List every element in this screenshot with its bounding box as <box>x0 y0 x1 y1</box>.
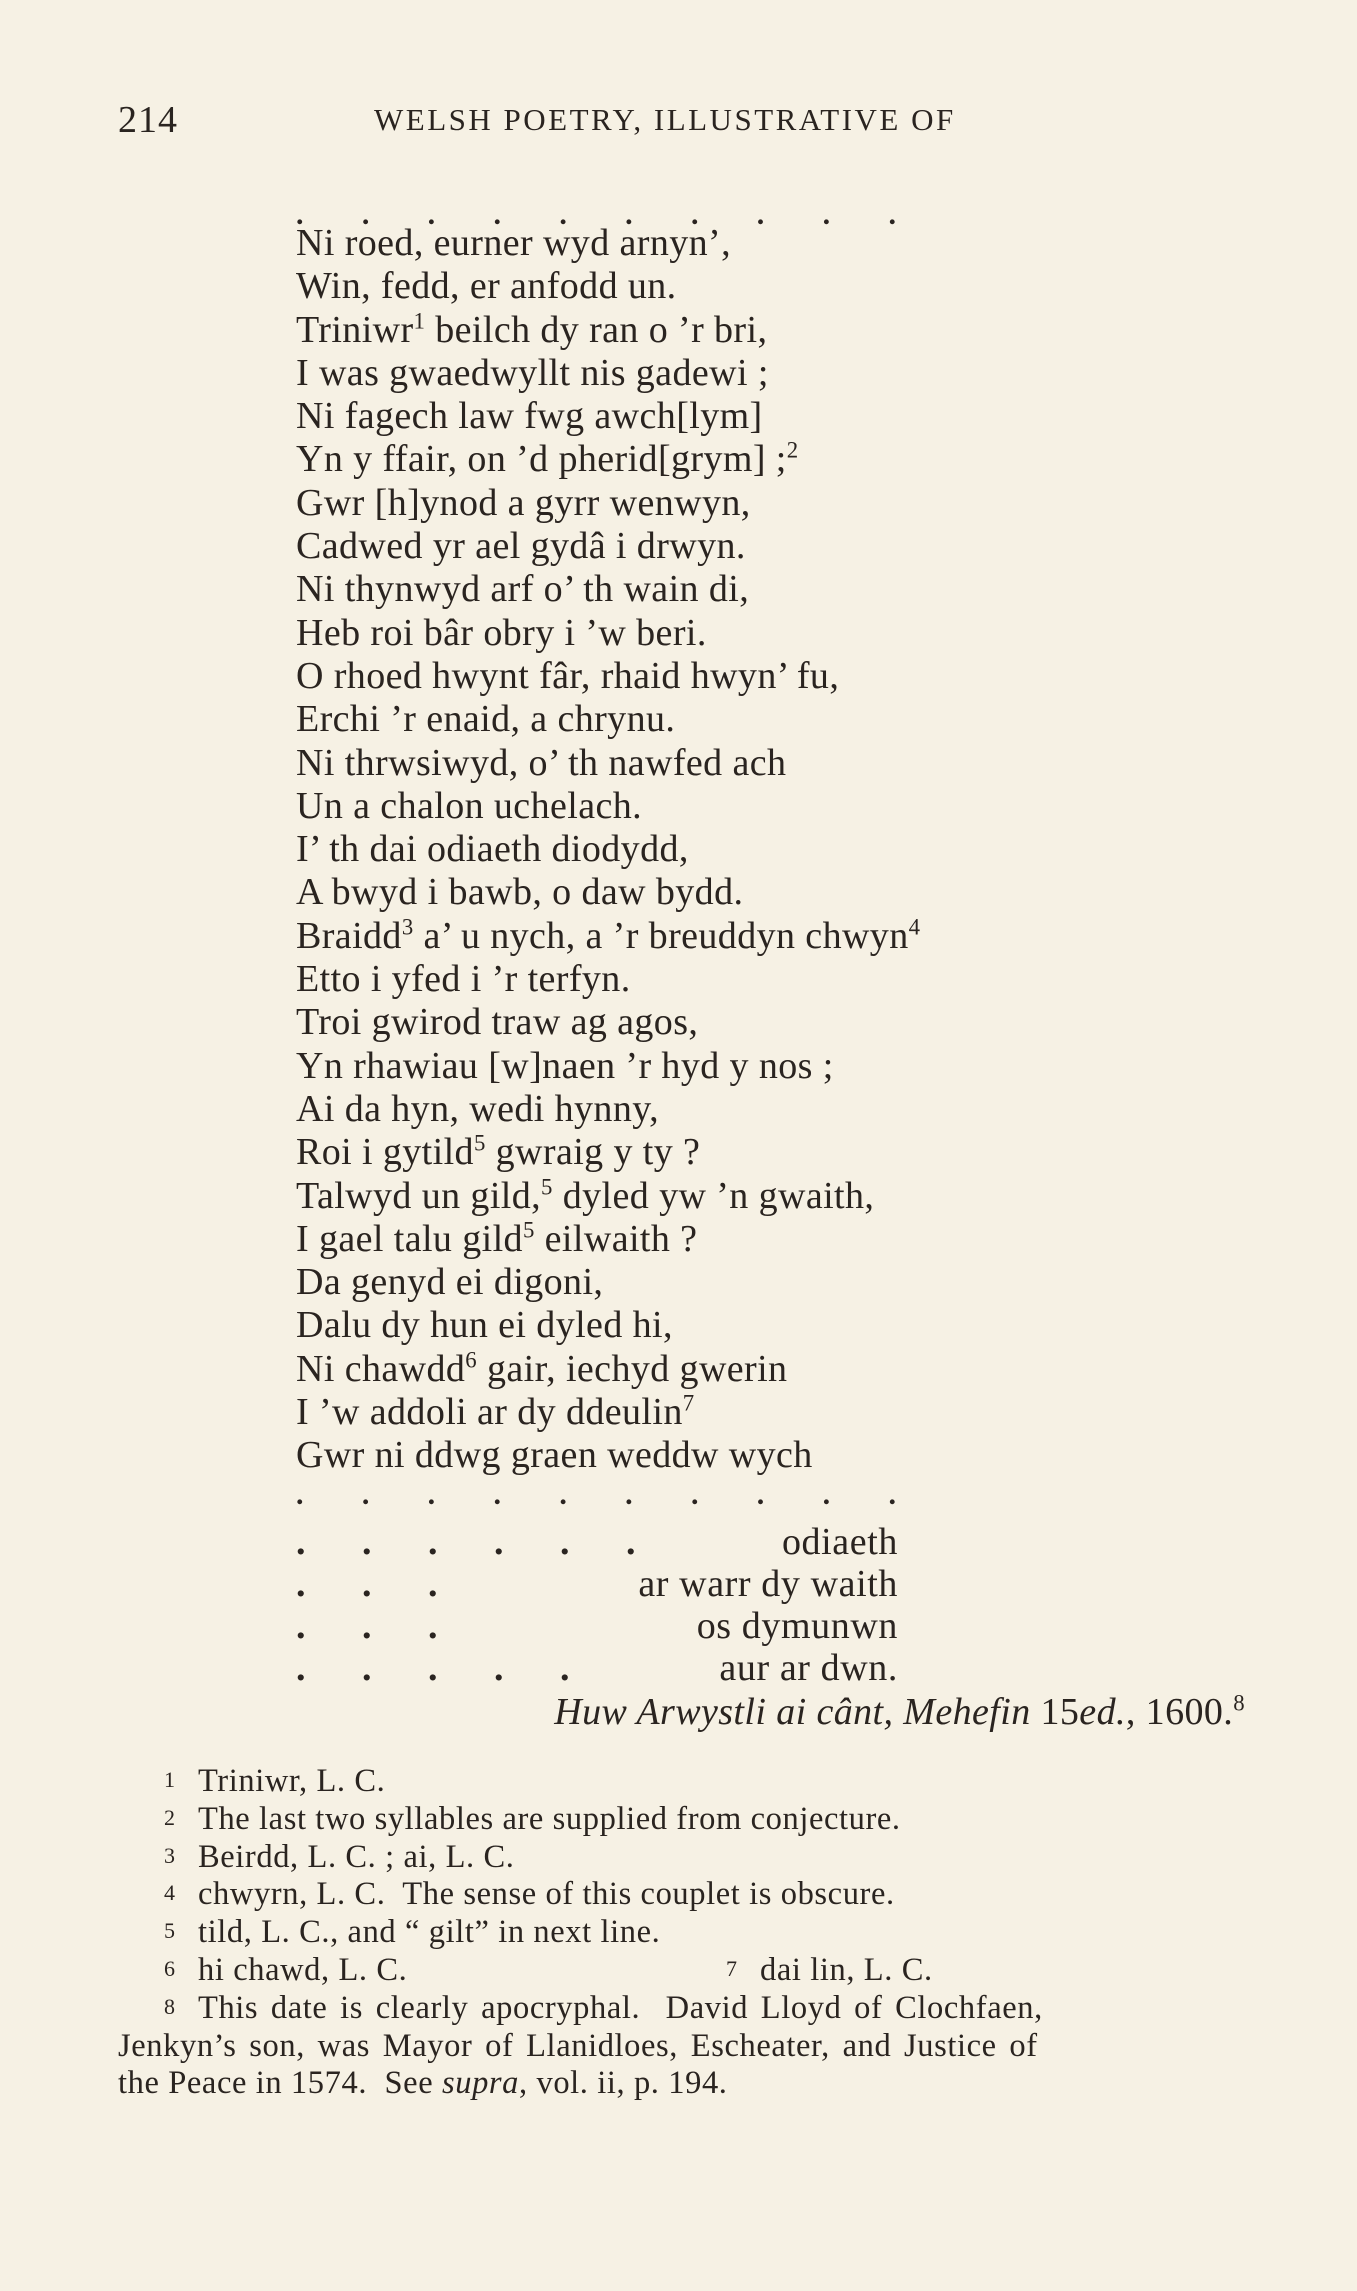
footnote-number: 4 <box>164 1880 176 1906</box>
page-number: 214 <box>118 99 178 141</box>
poem-line-text: Ni chawdd <box>296 1347 466 1390</box>
poem-line-text: Ni roed, eurner wyd arnyn’, <box>296 222 731 264</box>
poem-line <box>296 1218 1256 1261</box>
footnote-1 <box>118 1763 1270 1801</box>
ellipsis-dot: . <box>296 198 304 231</box>
ellipsis-dot: . <box>493 198 501 231</box>
footnote-text: dai lin, L. C. <box>760 1951 933 1988</box>
poem-line <box>296 482 1256 525</box>
poem-line <box>296 828 1256 871</box>
ellipsis-dot: . <box>428 1647 438 1689</box>
footnote-8-continued: Jenkyn’s son, was Mayor of Llanidloes, Escheater, and Justice of <box>118 2027 1038 2064</box>
poem-line-text: Win, fedd, er anfodd un. <box>296 265 677 308</box>
poem-line <box>296 1088 1256 1131</box>
ellipsis-dot: . <box>822 198 831 231</box>
poem-line-text: Talwyd un gild, <box>296 1174 542 1217</box>
attribution-year: , 1600. <box>1125 1691 1234 1733</box>
poem-line-text: Etto i yfed i ’r terfyn. <box>296 958 631 1001</box>
poem-line-text: dyled yw ’n gwaith, <box>552 1174 875 1217</box>
poem-line-text: Braidd <box>296 914 402 957</box>
footnote-8 <box>118 1990 1270 2028</box>
footnote-6-7 <box>118 1952 1270 1990</box>
poem-line <box>296 958 1256 1001</box>
poem-line-text: Troi gwirod traw ag agos, <box>296 1001 699 1044</box>
footnote-text: This date is clearly apocryphal. David Lloyd of Clochfaen, <box>198 1989 1043 2026</box>
attribution-footnote-ref: 8 <box>1233 1690 1245 1716</box>
poem-line <box>296 785 1256 828</box>
footnote-text: hi chawd, L. C. <box>198 1951 408 1988</box>
footnote-number: 2 <box>164 1804 176 1830</box>
footnote-ref: 7 <box>682 1390 695 1416</box>
poem-line-text: Roi i gytild <box>296 1131 474 1174</box>
ellipsis-dot: . <box>427 1478 436 1511</box>
poem-fragments <box>296 1520 936 1688</box>
ellipsis-dot: . <box>361 1478 370 1511</box>
footnote-4 <box>118 1876 1270 1914</box>
ellipsis-dot: . <box>559 1478 567 1511</box>
ellipsis-dot: . <box>362 1605 372 1647</box>
poem-line-text: Yn y ffair, on ’d pherid[grym] ; <box>296 438 787 481</box>
footnote-number: 3 <box>164 1842 176 1868</box>
footnote-ref: 2 <box>786 437 799 463</box>
footnote-ref: 5 <box>522 1217 535 1243</box>
footnote-number: 1 <box>164 1767 176 1792</box>
attribution-day: 15 <box>1030 1691 1080 1733</box>
ellipsis-dot: . <box>690 198 699 231</box>
footnote-text: The last two syllables are supplied from conjecture. <box>198 1800 901 1837</box>
poem-line <box>296 1175 1256 1218</box>
poem-line-text: Dalu dy hun ei dyled hi, <box>296 1304 673 1347</box>
poem-fragment-line <box>296 1562 936 1604</box>
footnote-ref: 5 <box>473 1130 486 1156</box>
ellipsis-dot: . <box>428 1605 438 1647</box>
poem-fragment-line <box>296 1520 936 1562</box>
ellipsis-row-bottom <box>296 1478 896 1511</box>
ellipsis-dot: . <box>296 1521 306 1563</box>
poem-line <box>296 352 1256 395</box>
poem-line-text: Ni fagech law fwg awch[lym] <box>296 395 763 438</box>
poem-line <box>296 742 1256 785</box>
poem-line-text: Erchi ’r enaid, a chrynu. <box>296 698 676 741</box>
poem-line-text: Ni thrwsiwyd, o’ th nawfed ach <box>296 741 787 784</box>
ellipsis-dot: . <box>494 1647 504 1689</box>
footnote-ref: 6 <box>465 1347 478 1373</box>
ellipsis-dot: . <box>756 1478 765 1511</box>
ellipsis-dot: . <box>427 198 436 231</box>
footnote-3 <box>118 1839 1270 1877</box>
ellipsis-dot: . <box>559 198 567 231</box>
ellipsis-dot: . <box>690 1478 699 1511</box>
footnote-ref: 5 <box>541 1173 553 1199</box>
poem-line <box>296 915 1256 958</box>
poem-line <box>296 1304 1256 1347</box>
poem-line-text: beilch dy ran o ’r bri, <box>425 308 768 351</box>
poem-line-text: Gwr ni ddwg graen weddw wych <box>296 1434 813 1477</box>
poem-line-text: Da genyd ei digoni, <box>296 1261 604 1304</box>
poem-line <box>296 525 1256 568</box>
poem-line-text: Yn rhawiau [w]naen ’r hyd y nos ; <box>296 1044 834 1087</box>
footnote-text: Triniwr, L. C. <box>198 1763 386 1799</box>
poem-fragment-text: odiaeth <box>781 1521 898 1563</box>
poem-line-text: Triniwr <box>296 308 414 351</box>
poem-line <box>296 698 1256 741</box>
poem-line-text: gwraig y ty ? <box>485 1131 701 1174</box>
poem-line <box>296 1434 1256 1477</box>
page-header <box>118 98 1268 142</box>
footnote-2 <box>118 1801 1270 1839</box>
ellipsis-dot: . <box>626 1521 636 1563</box>
ellipsis-dot: . <box>296 1647 306 1689</box>
ellipsis-dot: . <box>362 1521 372 1563</box>
footnotes <box>118 1763 1270 2103</box>
poem-line-text: a’ u nych, a ’r breuddyn chwyn <box>413 914 909 957</box>
poem-line-text: I ’w addoli ar dy ddeulin <box>296 1391 683 1434</box>
poem-fragment-text: ar warr dy waith <box>638 1563 898 1605</box>
ellipsis-dot: . <box>560 1647 570 1689</box>
poem-line <box>296 1045 1256 1088</box>
poem-line-text: I’ th dai odiaeth diodydd, <box>296 828 689 871</box>
footnote-number: 5 <box>164 1918 176 1944</box>
ellipsis-dot: . <box>822 1478 831 1511</box>
ellipsis-dot: . <box>362 1563 372 1605</box>
poem-line <box>296 655 1256 698</box>
footnote-text: , vol. ii, p. 194. <box>519 2065 728 2102</box>
footnote-text: chwyrn, L. C. The sense of this couplet is obscure. <box>198 1876 895 1913</box>
ellipsis-dot: . <box>361 198 370 231</box>
footnote-text: tild, L. C., and “ gilt” in next line. <box>198 1914 661 1951</box>
footnote-ref: 1 <box>413 307 426 333</box>
attribution-author: Huw Arwystli ai cânt, Mehefin <box>554 1691 1031 1733</box>
ellipsis-dot: . <box>428 1563 438 1605</box>
footnote-number: 6 <box>164 1955 176 1981</box>
footnote-ref: 3 <box>401 914 414 940</box>
poem-line-text: Un a chalon uchelach. <box>296 784 643 827</box>
poem-line <box>296 871 1256 914</box>
attribution-ed: ed. <box>1079 1691 1126 1733</box>
footnote-number: 8 <box>164 1993 176 2019</box>
ellipsis-dot: . <box>296 1563 306 1605</box>
poem-line-text: eilwaith ? <box>534 1217 698 1260</box>
ellipsis-dot: . <box>428 1521 438 1563</box>
poem-line-text: A bwyd i bawb, o daw bydd. <box>296 871 744 914</box>
ellipsis-dot: . <box>362 1647 372 1689</box>
ellipsis-dot: . <box>888 198 896 231</box>
ellipsis-dot: . <box>494 1521 504 1563</box>
poem-line <box>296 395 1256 438</box>
poem-fragment-line <box>296 1646 936 1688</box>
poem-fragment-text: os dymunwn <box>696 1605 898 1647</box>
poem-line <box>296 1001 1256 1044</box>
poem-body <box>296 222 1256 1478</box>
poem-line <box>296 265 1256 308</box>
poem-line <box>296 568 1256 611</box>
poem-line <box>296 1391 1256 1434</box>
ellipsis-dot: . <box>493 1478 501 1511</box>
poem-line <box>296 309 1256 352</box>
poem-fragment-line <box>296 1604 936 1646</box>
footnote-ref: 4 <box>908 914 921 940</box>
poem-fragment-text: aur ar dwn. <box>719 1647 898 1689</box>
poem-line <box>296 438 1256 481</box>
poem-line-text: Gwr [h]ynod a gyrr wenwyn, <box>296 481 751 524</box>
footnote-text: the Peace in 1574. See <box>118 2065 442 2102</box>
poem-line-text: Cadwed yr ael gydâ i drwyn. <box>296 525 746 568</box>
poem-line-text: O rhoed hwynt fâr, rhaid hwyn’ fu, <box>296 654 840 697</box>
ellipsis-dot: . <box>888 1478 896 1511</box>
poem-line <box>296 222 1256 265</box>
poem-attribution <box>554 1690 1245 1734</box>
ellipsis-dot: . <box>625 1478 633 1511</box>
running-title: WELSH POETRY, ILLUSTRATIVE OF <box>374 102 956 137</box>
poem-line-text: I was gwaedwyllt nis gadewi ; <box>296 351 769 394</box>
footnote-8-continued-last <box>118 2065 1270 2103</box>
poem-line <box>296 1261 1256 1304</box>
ellipsis-dot: . <box>296 1478 304 1511</box>
poem-line-text: gair, iechyd gwerin <box>477 1347 788 1390</box>
poem-line-text: I gael talu gild <box>296 1217 523 1260</box>
poem-line <box>296 1131 1256 1174</box>
ellipsis-dot: . <box>296 1605 306 1647</box>
poem-line <box>296 612 1256 655</box>
footnote-5 <box>118 1914 1270 1952</box>
poem-line <box>296 1348 1256 1391</box>
footnote-text-italic: supra <box>441 2065 520 2102</box>
footnote-text: Beirdd, L. C. ; ai, L. C. <box>198 1838 515 1875</box>
ellipsis-dot: . <box>625 198 633 231</box>
poem-line-text: Ai da hyn, wedi hynny, <box>296 1087 660 1130</box>
poem-line-text: Heb roi bâr obry i ’w beri. <box>296 611 707 654</box>
footnote-number: 7 <box>726 1955 738 1981</box>
ellipsis-dot: . <box>756 198 765 231</box>
ellipsis-dot: . <box>560 1521 570 1563</box>
poem-line-text: Ni thynwyd arf o’ th wain di, <box>296 568 750 611</box>
